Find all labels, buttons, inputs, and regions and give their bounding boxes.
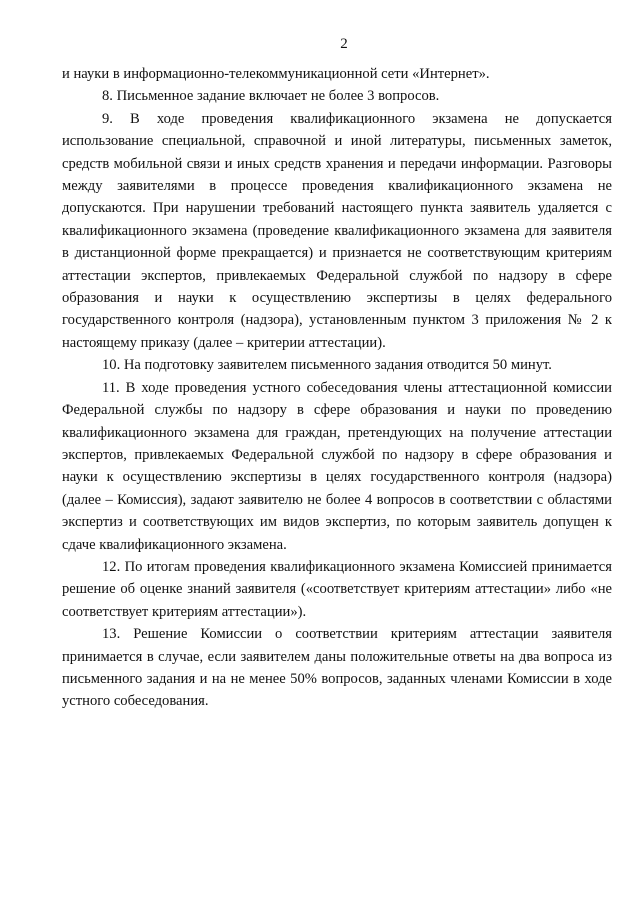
- paragraph-9: 9. В ходе проведения квалификационного экзамена не допускается использование специальной, справочной и иной литературы, письменных заметок, средств мобильной связи и иных средств хранения и передачи информации. Разговоры между заявителями в процессе проведения квалификационного экзамена не допускаются. При нарушении требований настоящего пункта заявитель удаляется с квалификационного экзамена (проведение квалификационного экзамена для заявителя в дистанционной форме прекращается) и признается не соответствующим критериям аттестации экспертов, привлекаемых Федеральной службой по надзору в сфере образования и науки к осуществлению экспертизы в целях федерального государственного контроля (надзора), установленным пунктом 3 приложения № 2 к настоящему приказу (далее – критерии аттестации).: [62, 110, 612, 351]
- paragraph-13: 13. Решение Комиссии о соответствии критериям аттестации заявителя принимается в случае, если заявителем даны положительные ответы на два вопроса из письменного задания и на не менее 50% вопросов, заданных членами Комиссии в ходе устного собеседования.: [62, 626, 612, 710]
- paragraph-12: 12. По итогам проведения квалификационного экзамена Комиссией принимается решение об оценке знаний заявителя («соответствует критериям аттестации» либо «не соответствует критериям аттестации»).: [62, 558, 612, 620]
- paragraph-8: 8. Письменное задание включает не более 3 вопросов.: [102, 88, 440, 105]
- paragraph-11: 11. В ходе проведения устного собеседования члены аттестационной комиссии Федеральной службы по надзору в сфере образования и науки по проведению квалификационного экзамена для граждан, претендующих на получение аттестации экспертов, привлекаемых Федеральной службой по надзору в сфере образования и науки к осуществлению экспертизы в целях государственного контроля (надзора) (далее – Комиссия), задают заявителю не более 4 вопросов в соответствии с областями экспертиз и соответствующих им видов экспертиз, по которым заявитель допущен к сдаче квалификационного экзамена.: [62, 379, 612, 553]
- page-number: 2: [340, 36, 348, 52]
- paragraph-7-continuation: и науки в информационно-телекоммуникационной сети «Интернет».: [62, 66, 490, 82]
- paragraph-10: 10. На подготовку заявителем письменного задания отводится 50 минут.: [102, 357, 552, 374]
